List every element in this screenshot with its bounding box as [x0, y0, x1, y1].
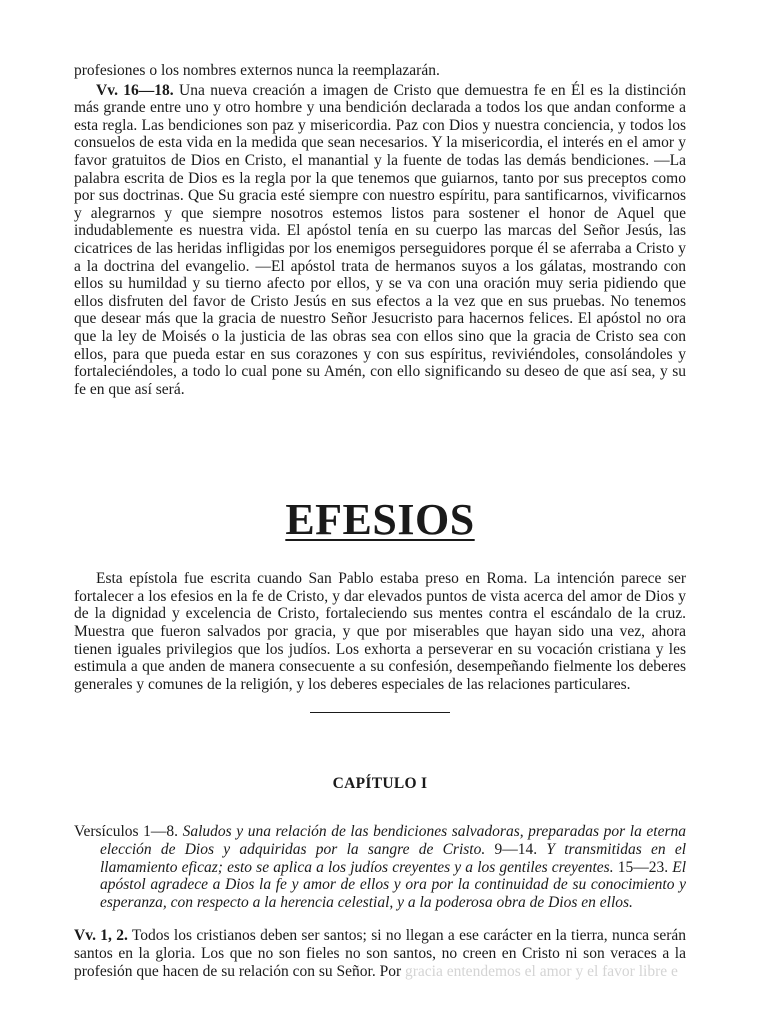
paragraph-verses-16-18 [74, 82, 686, 399]
paragraph-verses-1-2 [74, 927, 686, 980]
verse-reference: Vv. 1, 2. [74, 927, 128, 945]
summary-part-2: Y transmitidas en el llamamiento eficaz; esto se aplica a los judíos creyentes y a los gentiles creyentes. [100, 841, 687, 876]
summary-ref-3: 15—23. [613, 858, 669, 876]
opening-line: profesiones o los nombres externos nunca la reemplazarán. [74, 62, 440, 79]
paragraph-text: Todos los cristianos deben ser santos; si no llegan a ese carácter en la tierra, nunca serán santos en la gloria. Los que no son fieles no son santos, no creen en Cristo ni son veraces a la profesión que hacen de su relación con su Señor. Por [74, 927, 686, 980]
chapter-summary [74, 823, 686, 911]
book-title: EFESIOS [285, 495, 475, 545]
summary-part-3: El apóstol agradece a Dios la fe y amor de ellos y ora por la continuidad de su conocimiento y esperanza, con respecto a la herencia celestial, y a la poderosa obra de Dios en ellos. [100, 858, 687, 911]
summary-label: Versículos 1—8. [74, 823, 179, 841]
faded-text: gracia entendemos el amor y el favor libre e [401, 962, 678, 980]
book-introduction: Esta epístola fue escrita cuando San Pablo estaba preso en Roma. La intención parece ser fortalecer a los efesios en la fe de Cristo, y dar elevados puntos de vista acerca del amor de Dios y de la dignidad y excelencia de Cristo, fortaleciendo sus mentes contra el escándalo de la cruz. Muestra que fueron salvados por gracia, y que por miserables que hayan sido una vez, ahora tienen iguales privilegios que los judíos. Los exhorta a perseverar en su vocación cristiana y les estimula a que anden de manera consecuente a su confesión, desempeñando fielmente los deberes generales y comunes de la religión, y los deberes especiales de las relaciones particulares. [74, 570, 686, 693]
section-divider [310, 712, 450, 713]
paragraph-text: Una nueva creación a imagen de Cristo que demuestra fe en Él es la distinción más grande entre uno y otro hombre y una bendición declarada a todos los que andan conforme a esta regla. Las bendiciones son paz y misericordia. Paz con Dios y nuestra conciencia, y todos los consuelos de esta vida en la medida que sean necesarios. Y la misericordia, el interés en el amor y favor gratuitos de Dios en Cristo, el manantial y la fuente de todas las demás bendiciones. —La palabra escrita de Dios es la regla por la que tenemos que guiarnos, tanto por sus preceptos como por sus doctrinas. Que Su gracia esté siempre con nuestro espíritu, para santificarnos, vivificarnos y alegrarnos y que siempre nosotros estemos listos para sostener el honor de Aquel que indudablemente es nuestra vida. El apóstol tenía en su cuerpo las marcas del Señor Jesús, las cicatrices de las heridas infligidas por los enemigos perseguidores porque él se aferraba a Cristo y a la doctrina del evangelio. —El apóstol trata de hermanos suyos a los gálatas, mostrando con ellos su humildad y su tierno afecto por ellos, y se va con una oración muy seria pidiendo que ellos disfruten del favor de Cristo Jesús en sus efectos a la vez que en sus pruebas. No tenemos que desear más que la gracia de nuestro Señor Jesucristo para hacernos felices. El apóstol no ora que la ley de Moisés o la justicia de las obras sea con ellos sino que la gracia de Cristo sea con ellos, para que pueda estar en sus corazones y con sus espíritus, reviviéndoles, consolándoles y fortaleciéndoles, a todo lo cual pone su Amén, con ello significando su deseo de que así sea, y su fe en que así será. [74, 81, 686, 398]
document-page [74, 62, 686, 980]
verse-reference: Vv. 16—18. [96, 81, 174, 99]
summary-part-1: Saludos y una relación de las bendiciones salvadoras, preparadas por la eterna elección de Dios y adquiridas por la sangre de Cristo. [100, 823, 686, 859]
summary-ref-2: 9—14. [485, 841, 538, 859]
chapter-heading: CAPÍTULO I [332, 775, 428, 793]
